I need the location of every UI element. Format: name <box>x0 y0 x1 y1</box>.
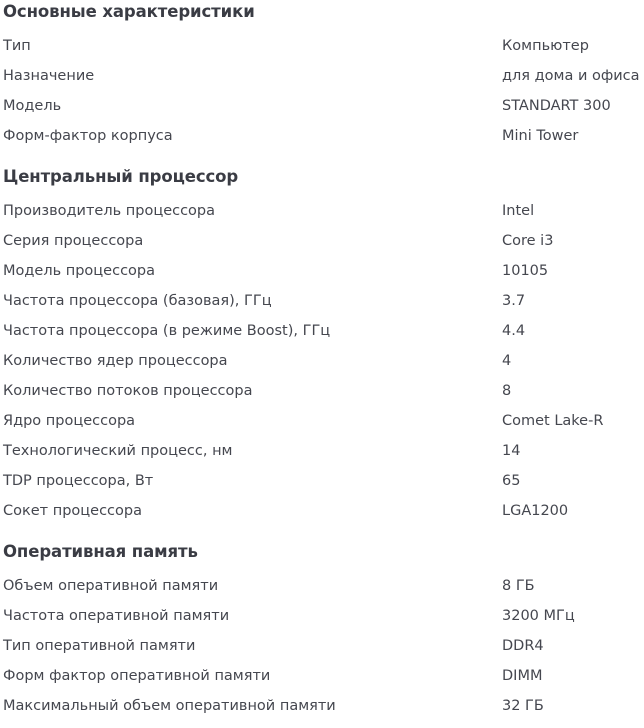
section-cpu <box>3 165 644 526</box>
spec-row-ram-max <box>3 691 644 721</box>
spec-label: Тип <box>3 38 31 54</box>
spec-label: TDP процессора, Вт <box>3 473 154 489</box>
spec-value: 3200 МГц <box>502 608 575 624</box>
spec-value: Comet Lake-R <box>502 413 604 429</box>
spec-label: Форм-фактор корпуса <box>3 128 173 144</box>
spec-value: Intel <box>502 203 535 219</box>
spec-value: 65 <box>502 473 521 489</box>
spec-label: Максимальный объем оперативной памяти <box>3 698 336 714</box>
spec-row-cpu-model <box>3 256 644 286</box>
spec-value: DIMM <box>502 668 543 684</box>
section-ram <box>3 540 644 721</box>
spec-value: 32 ГБ <box>502 698 544 714</box>
spec-label: Технологический процесс, нм <box>3 443 233 459</box>
spec-value: 14 <box>502 443 521 459</box>
spec-label: Модель <box>3 98 62 114</box>
spec-label: Частота оперативной памяти <box>3 608 230 624</box>
spec-label: Частота процессора (базовая), ГГц <box>3 293 272 309</box>
spec-label: Форм фактор оперативной памяти <box>3 668 271 684</box>
spec-row-ram-frequency <box>3 601 644 631</box>
spec-row-cpu-base-clock <box>3 286 644 316</box>
spec-value: Mini Tower <box>502 128 579 144</box>
spec-row-model <box>3 91 644 121</box>
section-title: Центральный процессор <box>3 167 239 186</box>
spec-row-ram-form-factor <box>3 661 644 691</box>
spec-row-purpose <box>3 61 644 91</box>
spec-label: Частота процессора (в режиме Boost), ГГц <box>3 323 331 339</box>
spec-label: Количество ядер процессора <box>3 353 228 369</box>
spec-row-cpu-series <box>3 226 644 256</box>
spec-value: 4 <box>502 353 512 369</box>
spec-value: LGA1200 <box>502 503 569 519</box>
spec-row-cpu-threads <box>3 376 644 406</box>
spec-row-cpu-core-name <box>3 406 644 436</box>
spec-label: Тип оперативной памяти <box>3 638 196 654</box>
spec-row-cpu-tdp <box>3 466 644 496</box>
spec-row-type <box>3 31 644 61</box>
spec-value: 3.7 <box>502 293 526 309</box>
spec-label: Сокет процессора <box>3 503 142 519</box>
spec-value: DDR4 <box>502 638 544 654</box>
spec-row-case-form-factor <box>3 121 644 151</box>
spec-label: Ядро процессора <box>3 413 136 429</box>
specifications-list <box>3 0 644 721</box>
spec-label: Назначение <box>3 68 95 84</box>
spec-value: 8 ГБ <box>502 578 535 594</box>
spec-value: 4.4 <box>502 323 526 339</box>
spec-value: Core i3 <box>502 233 554 249</box>
spec-row-ram-size <box>3 571 644 601</box>
spec-label: Производитель процессора <box>3 203 216 219</box>
spec-label: Модель процессора <box>3 263 156 279</box>
spec-row-cpu-process <box>3 436 644 466</box>
section-title: Оперативная память <box>3 542 198 561</box>
spec-row-ram-type <box>3 631 644 661</box>
spec-row-cpu-boost-clock <box>3 316 644 346</box>
spec-label: Объем оперативной памяти <box>3 578 219 594</box>
section-main-characteristics <box>3 0 644 151</box>
spec-value: Компьютер <box>502 38 589 54</box>
spec-row-cpu-vendor <box>3 196 644 226</box>
spec-row-cpu-cores <box>3 346 644 376</box>
spec-value: 10105 <box>502 263 549 279</box>
spec-value: для дома и офиса <box>502 68 640 84</box>
spec-label: Количество потоков процессора <box>3 383 253 399</box>
spec-value: STANDART 300 <box>502 98 611 114</box>
spec-label: Серия процессора <box>3 233 144 249</box>
spec-value: 8 <box>502 383 512 399</box>
spec-row-cpu-socket <box>3 496 644 526</box>
section-title: Основные характеристики <box>3 2 255 21</box>
